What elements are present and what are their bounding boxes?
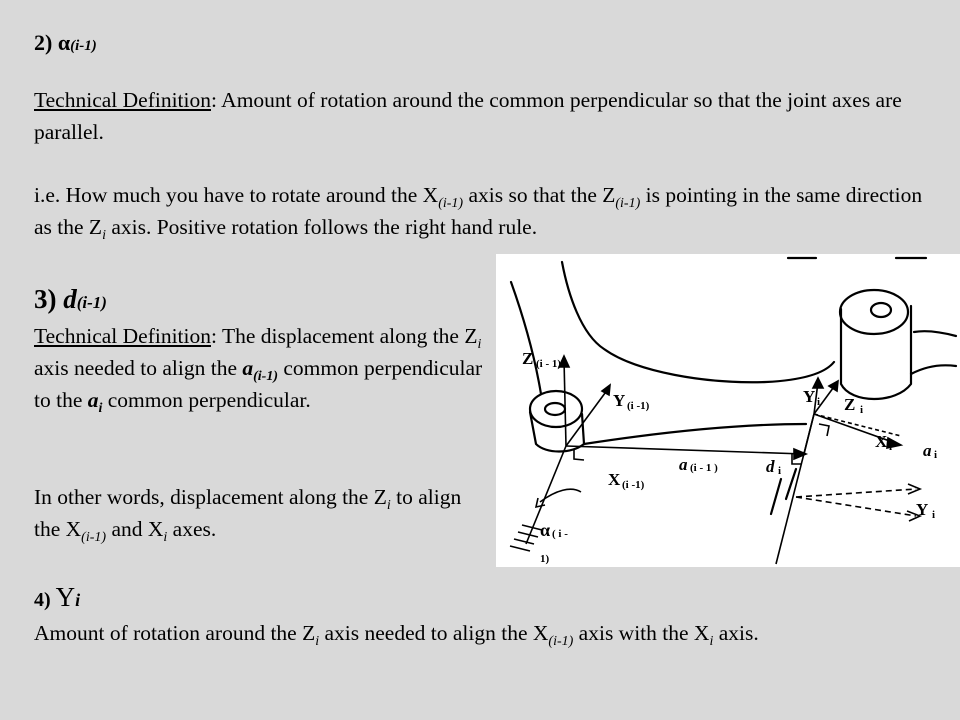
y-prev-arrowhead [602, 385, 610, 395]
dashed-reference [796, 489, 916, 497]
label-alpha: α [540, 520, 551, 540]
subscript: (i-1) [615, 196, 641, 211]
label-y-i-2-sub: i [932, 509, 936, 521]
axes [510, 356, 920, 564]
text-run: i.e. How much you have to rotate around the X [34, 183, 439, 207]
joint-cylinder-top [530, 391, 582, 427]
y-subscript: i [75, 590, 81, 610]
subscript: i [102, 228, 106, 243]
section-2-definition [34, 84, 939, 148]
subscript: (i-1) [438, 196, 464, 211]
common-perpendicular-a-prev [566, 446, 804, 454]
subscript: i [163, 530, 168, 545]
y-prev-axis [566, 389, 608, 446]
technical-definition-label: Technical Definition [34, 88, 211, 112]
diagram-svg [496, 254, 960, 567]
link-outline [584, 424, 806, 444]
d-subscript: (i-1) [76, 293, 107, 312]
link-outline [911, 365, 956, 374]
subscript: (i-1) [253, 369, 279, 384]
text-run: and X [106, 517, 164, 541]
text-run: axes. [167, 517, 217, 541]
text-run: is pointing in the same direction as the Z [34, 183, 923, 239]
technical-definition-label: Technical Definition [34, 324, 211, 348]
linkage-drawing [511, 258, 956, 514]
text-run: Amount of rotation around the Z [34, 621, 316, 645]
subscript: (i-1) [548, 634, 574, 649]
text-run: common perpendicular to the [34, 356, 483, 412]
label-a-prev: a [679, 455, 688, 474]
label-y-i: Y [803, 387, 816, 406]
text-run: axis so that the Z [463, 183, 616, 207]
label-y-prev-sub: (i -1) [627, 400, 650, 412]
link-outline [511, 282, 541, 394]
label-z-i: Z [844, 395, 856, 414]
label-z-i-sub: i [860, 404, 864, 416]
label-y-i-sub: i [817, 396, 821, 408]
label-a-prev-sub: (i - 1 ) [690, 462, 718, 474]
text-run: axis needed to align the [34, 356, 243, 380]
hatch-marks [510, 525, 542, 551]
section-3-heading [34, 284, 107, 315]
label-x-prev-sub: (i -1) [622, 479, 645, 491]
label-x-prev: X [608, 470, 621, 489]
section-4-heading [34, 582, 80, 613]
label-d-i: d [766, 457, 775, 476]
section-2-number: 2) [34, 30, 53, 55]
text-run: to align the X [34, 485, 462, 541]
link-outline [914, 331, 956, 336]
link-outline [786, 469, 796, 499]
dashed-reference [796, 497, 916, 516]
joint-axis-i [776, 414, 814, 564]
section-2-explanation [34, 179, 939, 243]
label-y-i-2: Y [916, 500, 929, 519]
text-run: axis. [713, 621, 759, 645]
section-3-other-words [34, 481, 484, 545]
text-run: axis. Positive rotation follows the right hand rule. [105, 215, 538, 239]
joint-cylinder-hole [545, 403, 565, 415]
a-symbol: a [87, 388, 99, 412]
d-symbol: d [63, 284, 77, 314]
subscript: i [709, 634, 714, 649]
section-3-number: 3) [34, 284, 57, 314]
a-symbol: a [242, 356, 254, 380]
subscript: (i-1) [81, 530, 107, 545]
right-angle-mark [574, 449, 584, 460]
alpha-symbol: α [57, 30, 71, 55]
alpha-subscript: (i-1) [70, 38, 97, 54]
section-4-number: 4) [34, 589, 51, 611]
text-run: axis needed to align the X [319, 621, 549, 645]
right-angle-mark [819, 424, 829, 436]
joint-cylinder-body [841, 306, 911, 399]
text-run: axis with the X [573, 621, 710, 645]
label-alpha-sub1: ( i - [552, 528, 568, 540]
subscript: i [315, 634, 320, 649]
text-run: In other words, displacement along the Z [34, 485, 387, 509]
section-2-heading [34, 30, 97, 56]
label-x-i: X [875, 432, 888, 451]
section-3-definition [34, 320, 484, 416]
label-alpha-sub2: 1) [540, 553, 550, 565]
subscript: i [386, 498, 391, 513]
label-x-i-sub: i [889, 441, 893, 453]
label-z-prev-sub: (i - 1) [536, 358, 562, 370]
text-run: common perpendicular. [102, 388, 311, 412]
z-prev-axis [564, 359, 566, 446]
joint-cylinder-hole [871, 303, 891, 317]
section-4-text [34, 617, 939, 649]
dh-parameter-diagram [496, 254, 960, 567]
label-a-i-sub: i [934, 449, 938, 461]
y-symbol: Y [55, 582, 76, 612]
definition-text: : Amount of rotation around the common perpendicular so that the joint axes are parallel. [34, 88, 902, 144]
label-a-i: a [923, 441, 932, 460]
link-outline [562, 262, 834, 382]
text-run: : The displacement along the Z [211, 324, 478, 348]
joint-cylinder-top [840, 290, 908, 334]
label-z-prev: Z [522, 349, 534, 368]
subscript: i [98, 401, 103, 416]
label-d-i-sub: i [778, 465, 782, 477]
label-y-prev: Y [613, 391, 626, 410]
z-i-arrowhead [829, 381, 838, 391]
link-outline [771, 479, 781, 514]
subscript: i [477, 337, 482, 352]
